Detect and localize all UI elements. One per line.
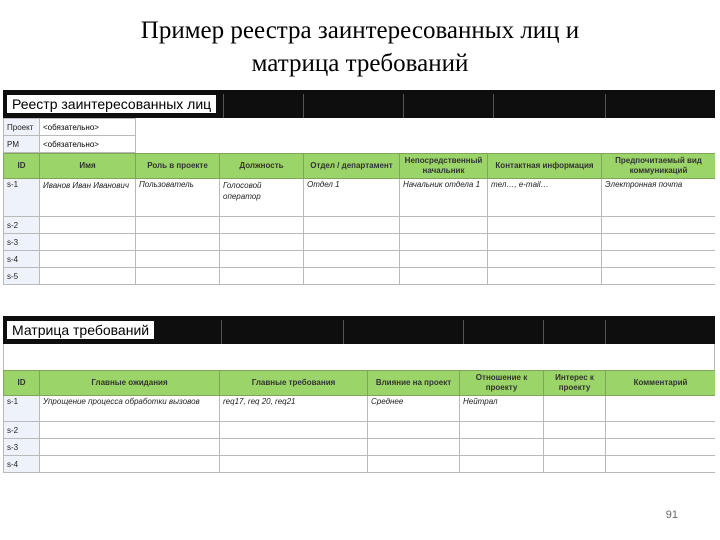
cell-empty[interactable] xyxy=(602,217,716,234)
header-interest: Интерес к проекту xyxy=(544,371,606,396)
stakeholder-register-title: Реестр заинтересованных лиц xyxy=(7,95,216,113)
cell-role[interactable]: Пользователь xyxy=(136,179,220,217)
cell-empty[interactable] xyxy=(40,217,136,234)
cell-id[interactable]: s-3 xyxy=(4,439,40,456)
cell-empty[interactable] xyxy=(544,456,606,473)
cell-empty[interactable] xyxy=(602,268,716,285)
cell-empty[interactable] xyxy=(40,422,220,439)
slide-title-line-2: матрица требований xyxy=(251,50,469,77)
cell-id[interactable]: s-3 xyxy=(4,234,40,251)
stakeholder-header-row xyxy=(4,154,716,179)
cell-empty[interactable] xyxy=(304,268,400,285)
header-comment: Комментарий xyxy=(606,371,716,396)
cell-empty[interactable] xyxy=(460,439,544,456)
header-requirements: Главные требования xyxy=(220,371,368,396)
cell-empty[interactable] xyxy=(602,234,716,251)
meta-row-project xyxy=(4,119,136,136)
table-row xyxy=(4,251,716,268)
table-row xyxy=(4,439,716,456)
header-communication: Предпочитаемый вид коммуникаций xyxy=(602,154,716,179)
cell-empty[interactable] xyxy=(544,422,606,439)
requirements-matrix-sheet xyxy=(3,316,715,484)
cell-empty[interactable] xyxy=(40,456,220,473)
requirements-matrix-table xyxy=(3,370,715,473)
cell-position[interactable]: Голосовой оператор xyxy=(220,179,304,217)
cell-empty[interactable] xyxy=(544,439,606,456)
slide-title-line-1: Пример реестра заинтересованных лиц и xyxy=(140,17,580,44)
header-manager: Непосредственный начальник xyxy=(400,154,488,179)
cell-name[interactable]: Иванов Иван Иванович xyxy=(40,179,136,217)
header-id: ID xyxy=(4,154,40,179)
requirements-header-row xyxy=(4,371,716,396)
header-attitude: Отношение к проекту xyxy=(460,371,544,396)
cell-empty[interactable] xyxy=(220,268,304,285)
cell-contact[interactable]: тел…, e-mail… xyxy=(488,179,602,217)
cell-communication[interactable]: Электронная почта xyxy=(602,179,716,217)
cell-id[interactable]: s-4 xyxy=(4,251,40,268)
cell-id[interactable]: s-2 xyxy=(4,422,40,439)
cell-comment[interactable] xyxy=(606,396,716,422)
cell-empty[interactable] xyxy=(40,234,136,251)
stakeholder-register-meta xyxy=(3,118,136,153)
cell-empty[interactable] xyxy=(220,422,368,439)
table-row xyxy=(4,217,716,234)
cell-empty[interactable] xyxy=(368,439,460,456)
cell-empty[interactable] xyxy=(304,251,400,268)
header-name: Имя xyxy=(40,154,136,179)
header-id: ID xyxy=(4,371,40,396)
cell-empty[interactable] xyxy=(220,456,368,473)
cell-empty[interactable] xyxy=(136,268,220,285)
cell-empty[interactable] xyxy=(460,456,544,473)
cell-empty[interactable] xyxy=(602,251,716,268)
cell-empty[interactable] xyxy=(136,251,220,268)
cell-id[interactable]: s-4 xyxy=(4,456,40,473)
requirements-matrix-title-band xyxy=(3,316,715,344)
header-contact: Контактная информация xyxy=(488,154,602,179)
cell-empty[interactable] xyxy=(220,234,304,251)
cell-empty[interactable] xyxy=(368,456,460,473)
cell-empty[interactable] xyxy=(488,217,602,234)
cell-manager[interactable]: Начальник отдела 1 xyxy=(400,179,488,217)
table-row xyxy=(4,396,716,422)
header-influence: Влияние на проект xyxy=(368,371,460,396)
cell-empty[interactable] xyxy=(460,422,544,439)
cell-empty[interactable] xyxy=(606,422,716,439)
meta-label: PM xyxy=(4,136,40,153)
cell-department[interactable]: Отдел 1 xyxy=(304,179,400,217)
cell-interest[interactable] xyxy=(544,396,606,422)
table-row xyxy=(4,234,716,251)
spacer xyxy=(3,344,715,370)
cell-empty[interactable] xyxy=(400,251,488,268)
cell-id[interactable]: s-5 xyxy=(4,268,40,285)
cell-attitude[interactable]: Нейтрал xyxy=(460,396,544,422)
header-role: Роль в проекте xyxy=(136,154,220,179)
cell-id[interactable]: s-2 xyxy=(4,217,40,234)
header-position: Должность xyxy=(220,154,304,179)
cell-empty[interactable] xyxy=(606,439,716,456)
cell-empty[interactable] xyxy=(220,439,368,456)
header-department: Отдел / департамент xyxy=(304,154,400,179)
cell-empty[interactable] xyxy=(136,217,220,234)
slide-title xyxy=(0,14,720,80)
cell-empty[interactable] xyxy=(368,422,460,439)
meta-label: Проект xyxy=(4,119,40,136)
cell-id[interactable]: s-1 xyxy=(4,179,40,217)
meta-value[interactable]: <обязательно> xyxy=(40,136,136,153)
cell-empty[interactable] xyxy=(400,268,488,285)
cell-empty[interactable] xyxy=(220,251,304,268)
requirements-matrix-title: Матрица требований xyxy=(7,321,154,339)
cell-empty[interactable] xyxy=(40,439,220,456)
cell-empty[interactable] xyxy=(304,234,400,251)
stakeholder-register-title-band xyxy=(3,90,715,118)
meta-value[interactable]: <обязательно> xyxy=(40,119,136,136)
cell-empty[interactable] xyxy=(136,234,220,251)
cell-requirements[interactable]: req17, req 20, req21 xyxy=(220,396,368,422)
header-expectations: Главные ожидания xyxy=(40,371,220,396)
page-number: 91 xyxy=(665,509,678,521)
stakeholder-register-sheet xyxy=(3,90,715,286)
cell-empty[interactable] xyxy=(40,268,136,285)
cell-empty[interactable] xyxy=(488,268,602,285)
cell-empty[interactable] xyxy=(304,217,400,234)
table-row xyxy=(4,179,716,217)
cell-influence[interactable]: Среднее xyxy=(368,396,460,422)
cell-empty[interactable] xyxy=(400,234,488,251)
cell-empty[interactable] xyxy=(40,251,136,268)
meta-row-pm xyxy=(4,136,136,153)
cell-id[interactable]: s-1 xyxy=(4,396,40,422)
table-row xyxy=(4,268,716,285)
cell-empty[interactable] xyxy=(220,217,304,234)
table-row xyxy=(4,422,716,439)
table-row xyxy=(4,456,716,473)
stakeholder-register-table xyxy=(3,153,715,285)
cell-empty[interactable] xyxy=(488,251,602,268)
cell-empty[interactable] xyxy=(400,217,488,234)
cell-expectations[interactable]: Упрощение процесса обработки вызовов xyxy=(40,396,220,422)
cell-empty[interactable] xyxy=(488,234,602,251)
cell-empty[interactable] xyxy=(606,456,716,473)
